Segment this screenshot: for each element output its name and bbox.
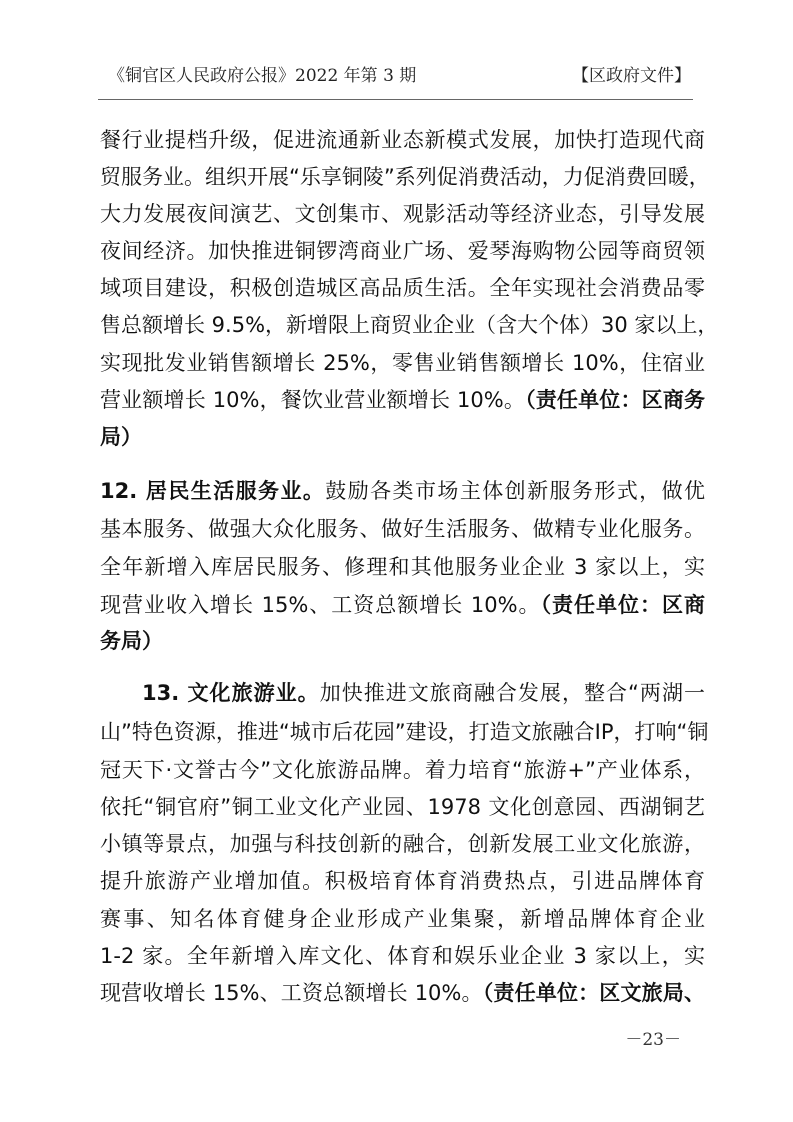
text-line (100, 906, 705, 932)
text-segment: 赛事、知名体育健身企业形成产业集聚，新增品牌体育企业 (100, 907, 705, 931)
text-line (100, 628, 705, 654)
text-line (100, 387, 705, 413)
text-line (100, 164, 710, 190)
text-segment: 大力发展夜间演艺、文创集市、观影活动等经济业态，引导发展 (100, 202, 705, 226)
text-segment: 现营收增长 15%、工资总额增长 10%。 (100, 981, 483, 1005)
text-line (100, 201, 705, 227)
text-line (100, 350, 705, 376)
bold-text: （责任单位：区商务 (525, 388, 705, 412)
publication-header: 《铜官区人民政府公报》2022 年第 3 期 (108, 66, 417, 86)
text-segment: 现营业收入增长 15%、工资总额增长 10%。 (100, 593, 541, 617)
text-line (100, 478, 705, 504)
text-line (100, 943, 705, 969)
bold-text: 12. 居民生活服务业。 (100, 479, 326, 503)
text-line (100, 757, 705, 783)
text-segment: 冠天下·文誉古今”文化旅游品牌。着力培育“旅游+”产业体系， (100, 758, 705, 782)
text-line (100, 719, 709, 745)
text-line (142, 680, 705, 706)
bold-text: 务局） (100, 629, 163, 653)
text-line (100, 592, 705, 618)
text-segment: 实现批发业销售额增长 25%，零售业销售额增长 10%，住宿业 (100, 351, 705, 375)
header-divider (98, 99, 693, 100)
text-segment: 山”特色资源，推进“城市后花园”建设，打造文旅融合IP，打响“铜 (100, 720, 709, 744)
text-line (100, 831, 705, 857)
text-segment: 依托“铜官府”铜工业文化产业园、1978 文化创意园、西湖铜艺 (100, 795, 705, 819)
text-segment: 夜间经济。加快推进铜锣湾商业广场、爱琴海购物公园等商贸领 (100, 239, 705, 263)
text-segment: 餐行业提档升级，促进流通新业态新模式发展，加快打造现代商 (100, 128, 705, 152)
text-segment: 加快推进文旅商融合发展，整合“两湖一 (319, 681, 705, 705)
text-line (100, 312, 719, 338)
text-segment: 营业额增长 10%，餐饮业营业额增长 10%。 (100, 388, 526, 412)
bold-text: （责任单位：区商 (540, 593, 706, 617)
text-line (100, 554, 705, 580)
text-segment: 提升旅游产业增加值。积极培育体育消费热点，引进品牌体育 (100, 869, 705, 893)
text-line (100, 516, 705, 542)
text-segment: 鼓励各类市场主体创新服务形式，做优 (325, 479, 706, 503)
text-segment: 全年新增入库居民服务、修理和其他服务业企业 3 家以上，实 (100, 555, 705, 579)
text-line (100, 424, 705, 450)
text-line (100, 275, 705, 301)
text-segment: 域项目建设，积极创造城区高品质生活。全年实现社会消费品零 (100, 276, 705, 300)
bold-text: 局） (100, 425, 142, 449)
text-line (100, 980, 705, 1006)
text-segment: 小镇等景点，加强与科技创新的融合，创新发展工业文化旅游， (100, 832, 705, 856)
bold-text: （责任单位：区文旅局、 (482, 981, 706, 1005)
text-segment: 1-2 家。全年新增入库文化、体育和娱乐业企业 3 家以上，实 (100, 944, 705, 968)
text-line (100, 127, 705, 153)
text-line (100, 238, 705, 264)
text-segment: 贸服务业。组织开展“乐享铜陵”系列促消费活动，力促消费回暖， (100, 165, 710, 189)
text-segment: 售总额增长 9.5%，新增限上商贸业企业（含大个体）30 家以上， (100, 313, 719, 337)
bold-text: 13. 文化旅游业。 (142, 681, 320, 705)
text-line (100, 868, 705, 894)
section-label: 【区政府文件】 (572, 66, 691, 86)
page-number: －23－ (625, 1030, 681, 1050)
text-segment: 基本服务、做强大众化服务、做好生活服务、做精专业化服务。 (100, 517, 705, 541)
text-line (100, 794, 705, 820)
